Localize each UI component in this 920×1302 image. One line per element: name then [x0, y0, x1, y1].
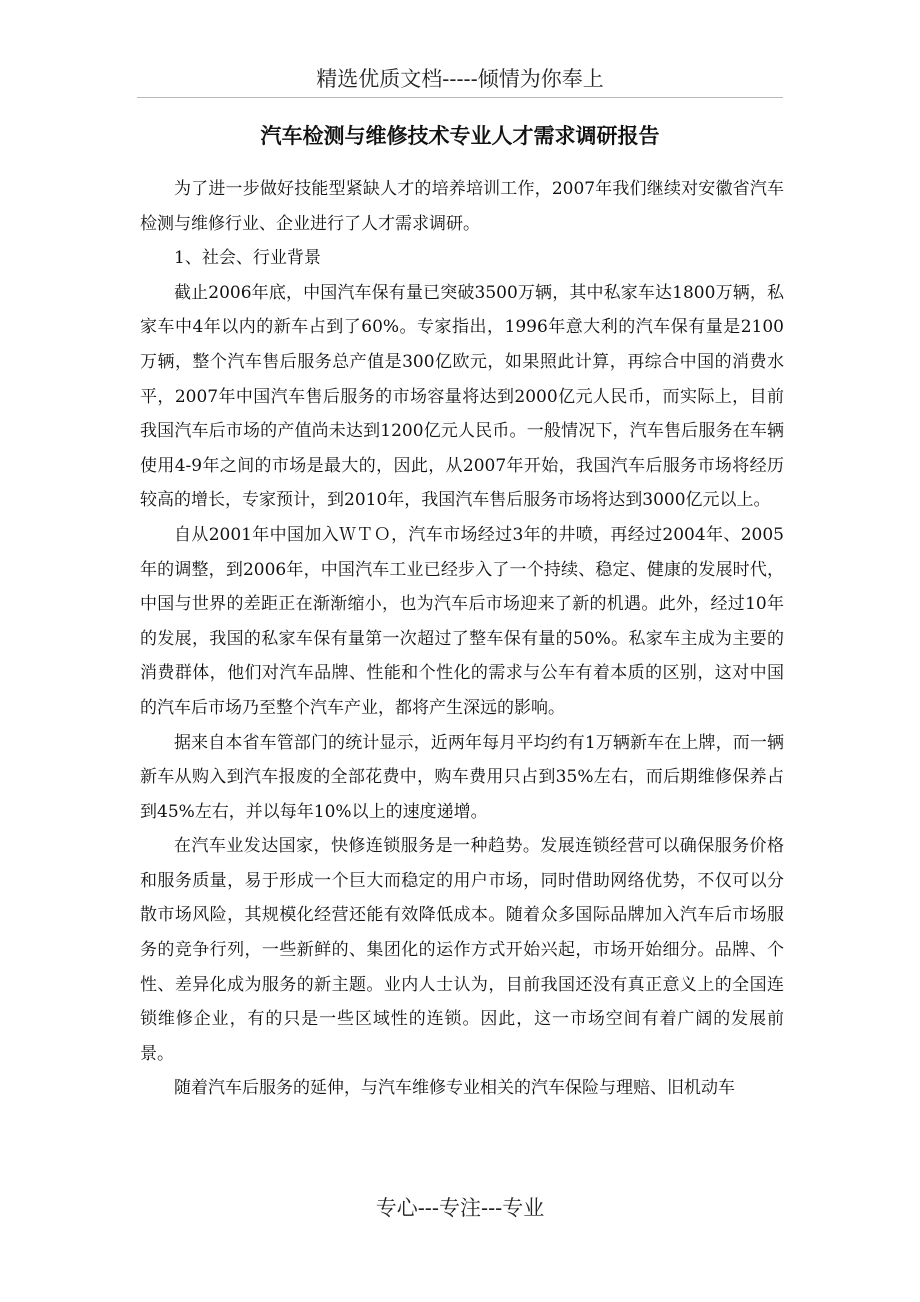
page-header: 精选优质文档-----倾情为你奉上: [316, 67, 604, 91]
section-heading: 1、社会、行业背景: [174, 248, 321, 269]
paragraph: 自从2001年中国加入ＷＴＯ，汽车市场经过3年的井喷，再经过2004年、2005年的调整，到2006年，中国汽车工业已经步入了一个持续、稳定、健康的发展时代，中国与世界的差距正在渐渐缩小，也为汽车后市场迎来了新的机遇。此外，经过10年的发展，我国的私家车保有量第一次超过了整车保有量的50%。私家车主成为主要的消费群体，他们对汽车品牌、性能和个性化的需求与公车有着本质的区别，这对中国的汽车后市场乃至整个汽车产业，都将产生深远的影响。: [140, 524, 784, 718]
paragraph: 据来自本省车管部门的统计显示，近两年每月平均约有1万辆新车在上牌，而一辆新车从购入到汽车报废的全部花费中，购车费用只占到35%左右，而后期维修保养占到45%左右，并以每年10%以上的速度递增。: [140, 732, 784, 822]
document-body: [140, 172, 784, 1106]
paragraph: 在汽车业发达国家，快修连锁服务是一种趋势。发展连锁经营可以确保服务价格和服务质量，易于形成一个巨大而稳定的用户市场，同时借助网络优势，不仅可以分散市场风险，其规模化经营还能有效降低成本。随着众多国际品牌加入汽车后市场服务的竞争行列，一些新鲜的、集团化的运作方式开始兴起，市场开始细分。品牌、个性、差异化成为服务的新主题。业内人士认为，目前我国还没有真正意义上的全国连锁维修企业，有的只是一些区域性的连锁。因此，这一市场空间有着广阔的发展前景。: [140, 836, 784, 1064]
header-divider: [137, 97, 783, 98]
paragraph: 随着汽车后服务的延伸，与汽车维修专业相关的汽车保险与理赔、旧机动车: [174, 1078, 735, 1099]
page-footer: 专心---专注---专业: [375, 1196, 545, 1220]
paragraph: 截止2006年底，中国汽车保有量已突破3500万辆，其中私家车达1800万辆，私家车中4年以内的新车占到了60%。专家指出，1996年意大利的汽车保有量是2100万辆，整个汽车售后服务总产值是300亿欧元，如果照此计算，再综合中国的消费水平，2007年中国汽车售后服务的市场容量将达到2000亿元人民币，而实际上，目前我国汽车后市场的产值尚未达到1200亿元人民币。一般情况下，汽车售后服务在车辆使用4-9年之间的市场是最大的，因此，从2007年开始，我国汽车后服务市场将经历较高的增长，专家预计，到2010年，我国汽车售后服务市场将达到3000亿元以上。: [140, 282, 784, 511]
document-title: 汽车检测与维修技术专业人才需求调研报告: [260, 123, 660, 148]
paragraph-intro: 为了进一步做好技能型紧缺人才的培养培训工作，2007年我们继续对安徽省汽车检测与维修行业、企业进行了人才需求调研。: [140, 179, 784, 234]
